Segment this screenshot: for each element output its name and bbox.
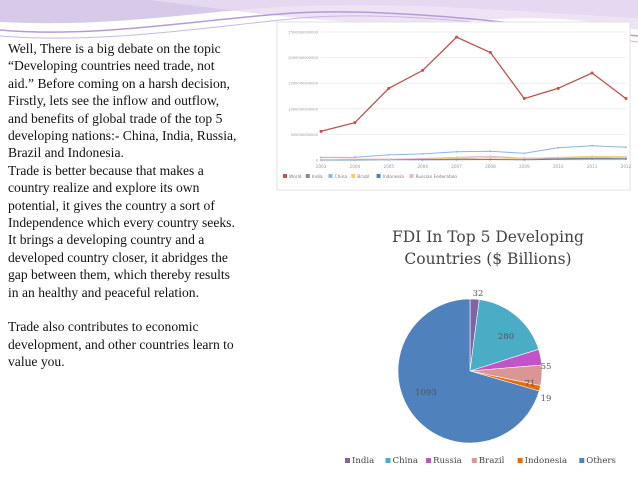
pie-title-line-1: FDI In Top 5 Developing — [392, 228, 584, 246]
legend-swatch — [386, 458, 391, 463]
data-point — [625, 156, 627, 158]
data-point — [557, 157, 559, 159]
data-point — [523, 152, 525, 154]
legend-entry: China — [334, 175, 348, 180]
pie-slices — [398, 299, 542, 443]
data-point — [523, 97, 526, 100]
legend-entry: Indonesia — [524, 456, 568, 466]
data-point — [354, 158, 356, 160]
pie-data-label: 55 — [540, 362, 552, 372]
y-tick-label: 2500000000000 — [288, 30, 318, 35]
x-tick-label: 2003 — [315, 164, 327, 169]
data-point — [456, 159, 458, 161]
y-tick-label: 0 — [315, 158, 318, 163]
data-point — [455, 36, 458, 39]
legend-swatch — [283, 174, 287, 178]
legend-swatch — [351, 174, 355, 178]
data-point — [489, 51, 492, 54]
data-point — [421, 69, 424, 72]
y-tick-label: 1000000000000 — [288, 107, 318, 112]
paragraph-spacer — [8, 301, 238, 318]
pie-title-line-2: Countries ($ Billions) — [404, 250, 572, 268]
data-point — [422, 158, 424, 160]
data-point — [591, 158, 593, 160]
data-point — [557, 87, 560, 90]
data-point — [320, 130, 323, 133]
data-point — [490, 155, 492, 157]
legend-entry: World — [289, 175, 302, 180]
x-tick-label: 2009 — [518, 164, 530, 169]
data-point — [422, 153, 424, 155]
fdi-pie-chart — [330, 218, 638, 479]
pie-data-label: 19 — [540, 394, 552, 404]
data-point — [557, 147, 559, 149]
legend-swatch — [306, 174, 310, 178]
fdi-line-chart — [277, 22, 630, 190]
data-point — [490, 150, 492, 152]
x-tick-label: 2008 — [485, 164, 496, 169]
pie-legend — [345, 456, 616, 466]
legend-entry: Russia — [433, 456, 462, 466]
y-tick-label: 500000000000 — [290, 132, 318, 137]
data-point — [320, 157, 322, 159]
paragraph-intro: Well, There is a big debate on the topic “Developing countries need trade, not aid.” Before coming on a harsh decision, Firstly, lets see the inflow and outflow, and benefits of global trade of the top 5 developing nations:- China, India, Russia, Brazil and Indonesia. — [8, 41, 237, 161]
data-point — [354, 156, 356, 158]
legend-entry: China — [392, 456, 419, 466]
legend-entry: Others — [586, 456, 616, 466]
data-point — [625, 158, 627, 160]
data-point — [490, 159, 492, 161]
data-point — [591, 156, 593, 158]
data-point — [625, 97, 628, 100]
x-tick-label: 2010 — [552, 164, 564, 169]
legend-swatch — [377, 174, 381, 178]
data-point — [387, 87, 390, 90]
legend-swatch — [579, 458, 584, 463]
paragraph-development: Trade also contributes to economic development, and other countries learn to value you. — [8, 319, 234, 369]
legend-swatch — [518, 458, 523, 463]
legend-swatch — [426, 458, 431, 463]
data-point — [353, 121, 356, 124]
y-tick-label: 1500000000000 — [288, 81, 318, 86]
pie-data-label: 32 — [472, 289, 484, 299]
data-point — [388, 158, 390, 160]
data-point — [490, 157, 492, 159]
pie-data-label: 280 — [497, 332, 515, 342]
legend-entry: Indonesia — [382, 175, 404, 180]
x-tick-label: 2011 — [586, 164, 598, 169]
data-point — [523, 159, 525, 161]
legend-swatch — [410, 174, 414, 178]
body-text — [8, 40, 238, 370]
x-tick-label: 2007 — [451, 164, 462, 169]
x-tick-label: 2012 — [620, 164, 632, 169]
x-tick-label: 2005 — [383, 164, 395, 169]
data-point — [456, 151, 458, 153]
paragraph-trade: Trade is better because that makes a country realize and explore its own potential, it gives the country a sort of Independence which every country seeks. It brings a developing country and a developed country closer, it abridges the gap between them, which thereby results in an healthy and peaceful relation. — [8, 162, 235, 300]
data-point — [591, 145, 593, 147]
legend-entry: India — [352, 456, 375, 466]
y-tick-label: 2000000000000 — [288, 56, 318, 61]
pie-data-label: 1093 — [415, 388, 437, 398]
data-point — [625, 146, 627, 148]
legend-swatch — [472, 458, 477, 463]
legend-entry: Russian Federation — [415, 175, 458, 180]
data-point — [456, 156, 458, 158]
data-point — [523, 157, 525, 159]
x-tick-label: 2006 — [417, 164, 429, 169]
data-point — [388, 154, 390, 156]
legend-entry: Brazil — [478, 456, 505, 466]
x-tick-label: 2004 — [349, 164, 361, 169]
legend-entry: India — [311, 175, 323, 180]
data-point — [320, 159, 322, 161]
pie-data-label: 71 — [524, 379, 536, 389]
legend-swatch — [345, 458, 350, 463]
legend-entry: Brazil — [357, 175, 370, 180]
data-point — [591, 71, 594, 74]
legend-swatch — [329, 174, 333, 178]
